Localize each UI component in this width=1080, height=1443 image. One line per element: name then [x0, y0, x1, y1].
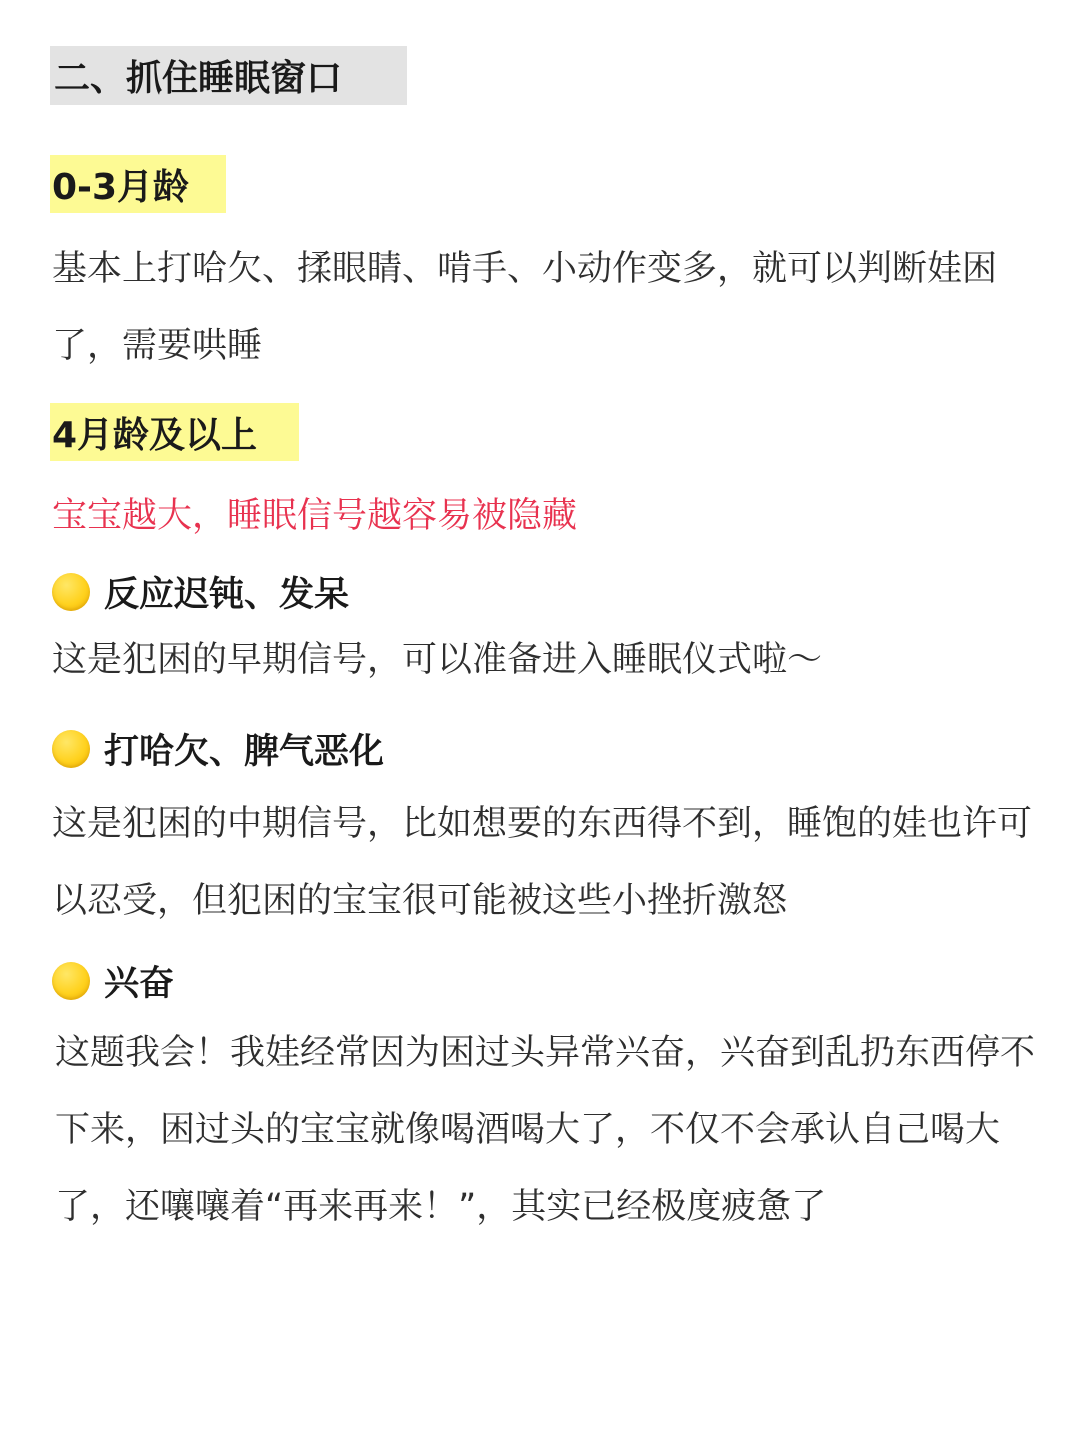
- signal-title: 反应迟钝、发呆: [104, 575, 350, 615]
- signal-description-1: 这是犯困的早期信号，可以准备进入睡眠仪式啦～: [52, 640, 823, 680]
- signal-title: 打哈欠、脾气恶化: [104, 732, 385, 772]
- signal-description-2: 这是犯困的中期信号，比如想要的东西得不到，睡饱的娃也许可以忍受，但犯困的宝宝很可能被这些小挫折激怒: [52, 804, 1033, 921]
- signal-title: 兴奋: [104, 964, 175, 1004]
- signal-heading-2: [52, 723, 384, 775]
- yellow-circle-icon: [52, 573, 90, 611]
- emphasis-text: 宝宝越大，睡眠信号越容易被隐藏: [52, 496, 578, 536]
- section-title-text: 二、抓住睡眠窗口: [54, 58, 343, 99]
- signal-heading-1: [52, 566, 349, 618]
- yellow-circle-icon: [52, 730, 90, 768]
- age-heading-text: 0-3月龄: [52, 166, 190, 208]
- yellow-circle-icon: [52, 962, 90, 1000]
- age-0-3-description: 基本上打哈欠、揉眼睛、啃手、小动作变多，就可以判断娃困了，需要哄睡: [52, 249, 998, 366]
- age-heading-text: 4月龄及以上: [52, 414, 258, 456]
- age-heading-4-plus: [50, 403, 299, 461]
- signal-heading-3: [52, 955, 174, 1007]
- age-heading-0-3: [50, 155, 226, 213]
- signal-description-3: 这题我会！我娃经常因为困过头异常兴奋，兴奋到乱扔东西停不下来，困过头的宝宝就像喝酒喝大了，不仅不会承认自己喝大了，还嚷嚷着“再来再来！”，其实已经极度疲惫了: [55, 1033, 1036, 1227]
- section-title: [50, 46, 407, 105]
